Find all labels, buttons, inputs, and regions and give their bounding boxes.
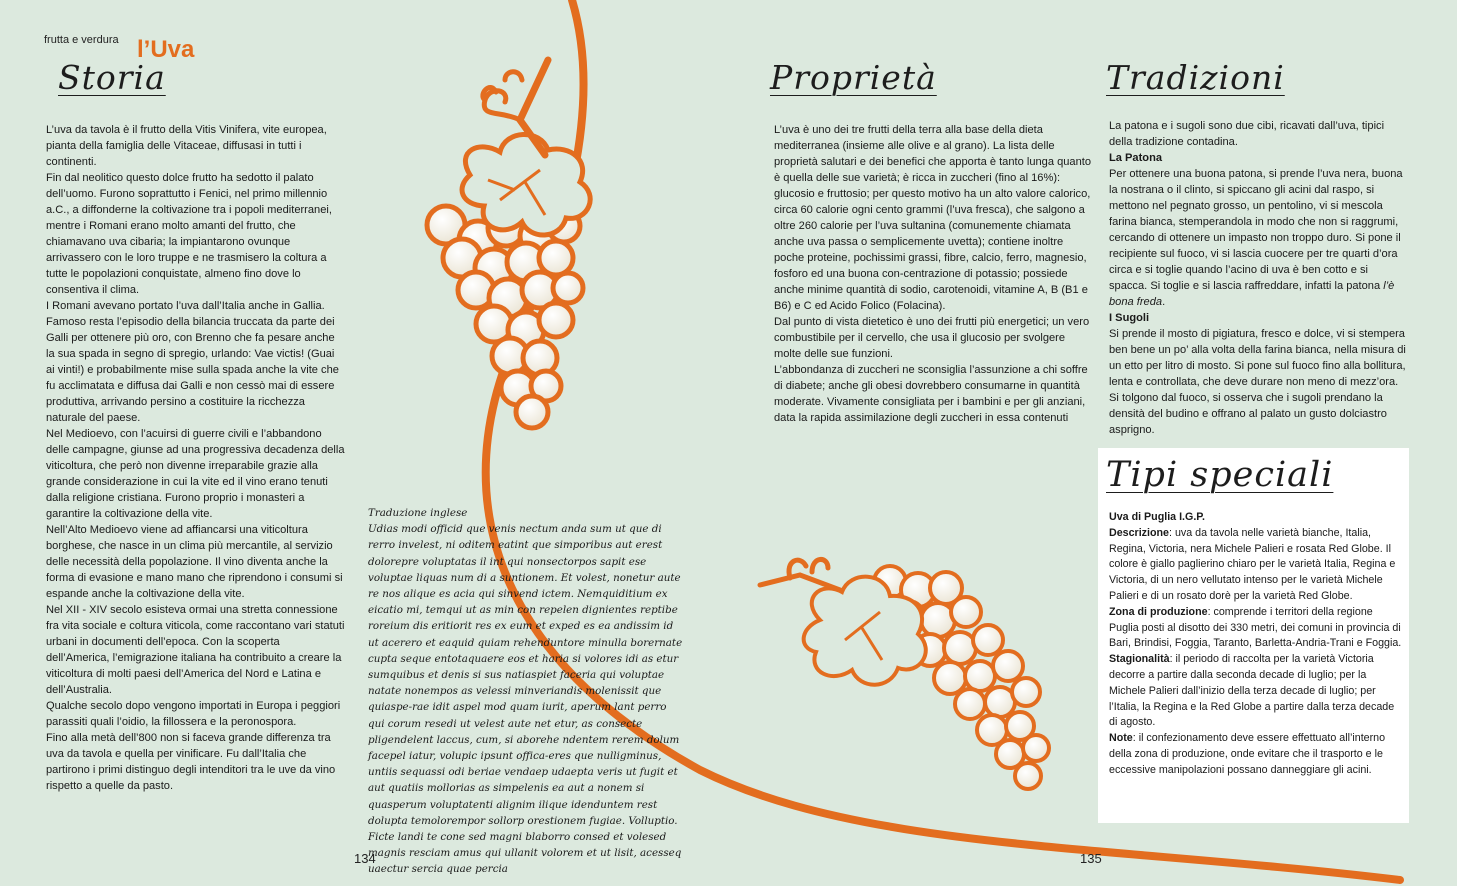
grape-bunch-icon (427, 206, 583, 428)
page-number-left: 134 (354, 851, 376, 866)
storia-paragraph: L’uva da tavola è il frutto della Vitis Vinifera, vite europea, pianta della famiglia delle Vitaceae, diffusasi in tutti i continenti. (46, 124, 327, 168)
patona-title: La Patona (1109, 152, 1163, 164)
tradizioni-heading: Tradizioni (1106, 58, 1285, 97)
vine-tendril-icon (760, 559, 840, 590)
storia-column (46, 122, 346, 794)
proprieta-heading: Proprietà (770, 58, 937, 97)
proprieta-column (774, 122, 1092, 426)
note-text: Note: il confezionamento deve essere effettuato all’interno della zona di produzione, onde evitare che il trasporto e le eccessive manipolazioni possano danneggiare gli acini. (1109, 732, 1386, 776)
page-number-right: 135 (1080, 851, 1102, 866)
storia-paragraph: Fino alla metà dell’800 non si faceva grande differenza tra uva da tavola e quella per vinificare. Fu dall’Italia che partirono i primi distinguo degli intenditori tra le uve da vino rispetto a quelle da pasto. (46, 732, 336, 792)
vine-tendril-icon (483, 72, 522, 120)
storia-paragraph: Fin dal neolitico questo dolce frutto ha sedotto il palato dell’uomo. Furono soprattutto i Fenici, nel primo millennio a.C., a diffonderne la coltivazione tra i popoli mediterranei, mentre i Romani erano molto amanti del frutto, che chiamavano uva cibaria; la impiantarono ovunque arrivassero con le loro truppe e ne trasmisero la coltura a tutte le popolazioni conquistate, almeno fino dove lo consentiva il clima. (46, 172, 332, 296)
storia-heading: Storia (58, 58, 166, 97)
stagionalita-text: Stagionalità: il periodo di raccolta per la varietà Victoria decorre a partire dalla seconda decade di luglio; per la Michele Palieri dall’inizio della terza decade di luglio; per l’Italia, la Regina e la Red Globe a partire dalla terza decade di agosto. (1109, 653, 1395, 729)
tipi-title: Uva di Puglia I.G.P. (1109, 511, 1206, 523)
patona-quote: l’è bona freda (1109, 280, 1395, 308)
sugoli-text: Si prende il mosto di pigiatura, fresco e dolce, vi si stempera ben bene un po’ alla volta della farina bianca, nella misura di un etto per litro di mosto. Si pone sul fuoco fino alla bollitura, lenta e controllata, che deve durare non meno di mezz’ora. Si tolgono dal fuoco, si osserva che i sugoli prendano la densità del budino e offrano al palato un gusto dolciastro asprigno. (1109, 328, 1406, 436)
tipi-speciali-column (1109, 510, 1405, 779)
storia-paragraph: Qualche secolo dopo vengono importati in Europa i peggiori parassiti quali l’oidio, la fillossera e la peronospora. (46, 700, 341, 728)
zona-text: Zona di produzione: comprende i territori della regione Puglia posti al disotto dei 330 metri, dei comuni in provincia di Bari, Brindisi, Foggia, Taranto, Barletta-Andria-Trani e Foggia. (1109, 605, 1402, 650)
storia-paragraph: Nell’Alto Medioevo viene ad affiancarsi una viticoltura borghese, che nasce in un clima più mercantile, al servizio delle necessità della popolazione. Il vino diventa anche la forma di evasione e mano mano che riprendono i consumi si espande anche la coltivazione della vite. (46, 524, 343, 600)
descrizione-text: Descrizione: uva da tavola nelle varietà bianche, Italia, Regina, Victoria, nera Michele Palieri e rosata Red Globe. Il colore è giallo paglierino chiaro per le varietà Italia, Regina e Victoria, di un nero vellutato intenso per le varietà Michele Palieri e di un rosato dorè per la varietà Red Globe. (1109, 526, 1396, 602)
proprieta-paragraph: L’abbondanza di zuccheri ne sconsiglia l’assunzione a chi soffre di diabete; anche gli obesi dovrebbero consumarne in quantità moderate. Vivamente consigliata per i bambini e per gli anziani, data la rapida assimilazione degli zuccheri in essa contenuti (774, 364, 1088, 424)
proprieta-paragraph: Dal punto di vista dietetico è uno dei frutti più energetici; un vero combustibile per il cervello, che usa il glucosio per svolgere molte delle sue funzioni. (774, 316, 1090, 360)
section-label: frutta e verdura (44, 34, 119, 46)
translation-column (368, 505, 686, 878)
translation-label: Traduzione inglese (368, 507, 468, 519)
page-title: l’Uva (137, 36, 195, 63)
translation-text: Udias modi officid que venis nectum anda sum ut que di rerro invelest, ni oditem eatint que simporibus aut erest dolorepre voluptatas il int qui nonsectorpos sapit ese voluptae liquas num di a suntionem. Et volest, nonetur aute re nos alique es acia qui sinvend ictem. Nemquiditium ex eicatio mi, temqui ut as min con repelen dignientes reptibe roreium dis eritiorit res ex eum et exped es ea andissim id ut acerero et eaquid quiam rehenduntore minulla borernate cupta seque entotaquaere eos et haria si volores idi as etur sumquibus et denis si sus natiaspiet faceria qui voluptae natate nonempos as velessi minveriandis molenissit que quiaspe-rae idit aspel mod quam iurit, aperum lant perro qui corum resedi ut velest aute net etur, as consecte pligendelent laccus, cum, si aborehe ndentem rerem dolum facepel iatur, volupic ipsunt offica-eres que nulligminus, untiis sequassi odi beriae vendaep udaepta veris ut fugit et aut quatiis mollorias as simpelenis ea aut a nonem si quasperum voluptatenti alignim ilique idenduntem rest dolupta temolorempor sollorp orestionem fugiae. Volluptio. Ficte landi te cone sed magni blaborro consed et volesed magnis resciam amus qui ullanit volorem et ut lisit, acesseq uaectur sercia quae percia (368, 523, 683, 876)
storia-paragraph: Nel XII - XIV secolo esisteva ormai una stretta connessione fra vita sociale e coltura viticola, come raccontano vari statuti urbani in documenti dell’epoca. Con la scoperta dell’America, l’emigrazione italiana ha contribuito a creare la viticoltura di molti paesi dell’America del Nord e Latina e dell’Australia. (46, 604, 345, 696)
tipi-speciali-heading: Tipi speciali (1106, 455, 1334, 495)
storia-paragraph: Nel Medioevo, con l’acuirsi di guerre civili e l’abbandono delle campagne, giunse ad una progressiva decadenza della viticoltura, che però non divenne irreparabile grazie alla grande considerazione in cui la vite ed il vino erano tenuti dalla religione cristiana. Furono proprio i monasteri a garantire la coltivazione della vite. (46, 428, 345, 520)
proprieta-paragraph: L’uva è uno dei tre frutti della terra alla base della dieta mediterranea (insieme alle olive e al grano). La lista delle proprietà salutari e dei benefici che apporta è tanto lunga quanto è quella delle sue varietà; è ricca in zuccheri (fino al 16%): glucosio e fruttosio; per questo motivo ha un alto valore calorico, circa 60 calorie ogni cento grammi (l’uva fresca), che salgono a oltre 260 calorie per l’uva sultanina (comunemente chiamata anche uva passa o semplicemente uvetta); contiene inoltre poche proteine, pochissimi grassi, fibre, calcio, ferro, magnesio, fosforo ed una buona con-centrazione di potassio; possiede anche minime quantità di sodio, carotenoidi, vitamine A, B (B1 e B6) e C ed Acido Folico (Folacina). (774, 124, 1092, 312)
patona-text: Per ottenere una buona patona, si prende l’uva nera, buona la nostrana o il clinto, si spiccano gli acini dal raspo, si mettono nel pegnato grosso, un pentolino, vi si mescola farina bianca, stemperandola in modo che non si raggrumi, cercando di ottenere un impasto non troppo duro. Si pone il recipiente sul fuoco, vi si lascia cuocere per tre quarti d’ora circa e si toglie quando l’acino di uva è ben cotto e si spacca. Si toglie e si lascia raffreddare, infatti la patona l’è bona freda. (1109, 168, 1403, 308)
tradizioni-intro: La patona e i sugoli sono due cibi, ricavati dall’uva, tipici della tradizione contadina. (1109, 120, 1385, 148)
tradizioni-column (1109, 118, 1407, 438)
storia-paragraph: I Romani avevano portato l’uva dall’Italia anche in Gallia. Famoso resta l’episodio della bilancia truccata da parte dei Galli per ottenere più oro, con Brenno che fa pesare anche la sua spada in segno di spregio, urlando: Vae victis! (Guai ai vinti!) e probabilmente mise sulla spada anche la vite che fu acclimatata e diffusa dai Galli e non cessò mai di essere produttiva, arrivando persino a costituire la ricchezza naturale del paese. (46, 300, 339, 424)
sugoli-title: I Sugoli (1109, 312, 1150, 324)
